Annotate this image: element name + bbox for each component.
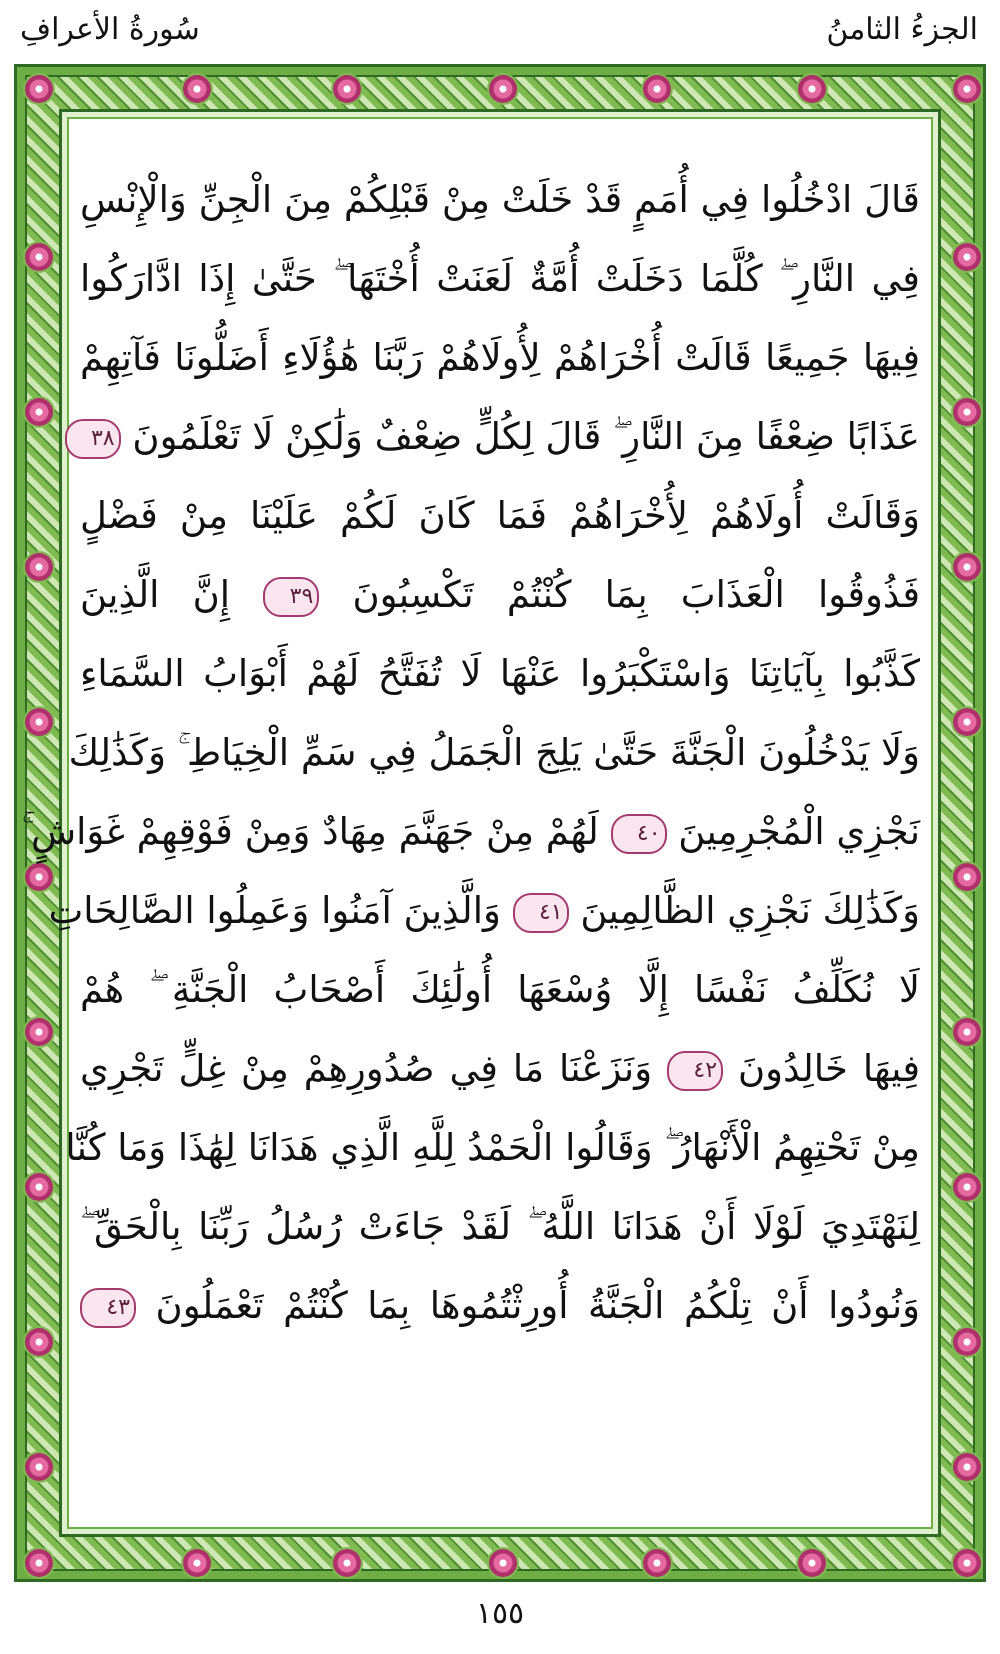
surah-name: سُورةُ الأعرافِ <box>20 12 200 47</box>
flower-ornament-icon <box>183 75 211 103</box>
ayah-number-marker: ٣٩ <box>263 577 319 617</box>
line-text: كَذَّبُوا بِآيَاتِنَا وَاسْتَكْبَرُوا عَنْهَا لَا تُفَتَّحُ لَهُمْ أَبْوَابُ السَّمَاءِ <box>80 652 920 695</box>
ayah-number-marker: ٤١ <box>513 893 569 933</box>
flower-ornament-icon <box>953 1453 981 1481</box>
line-text: وَنُودُوا أَنْ تِلْكُمُ الْجَنَّةُ أُورِثْتُمُوهَا بِمَا كُنْتُمْ تَعْمَلُونَ <box>155 1284 920 1327</box>
line-text: قَالَ ادْخُلُوا فِي أُمَمٍ قَدْ خَلَتْ مِنْ قَبْلِكُمْ مِنَ الْجِنِّ وَالْإِنْسِ <box>80 178 920 221</box>
line-text: إِنَّ الَّذِينَ <box>80 573 231 616</box>
flower-ornament-icon <box>25 553 53 581</box>
ayah-number-marker: ٤٠ <box>611 814 667 854</box>
flower-ornament-icon <box>953 1018 981 1046</box>
flower-ornament-icon <box>953 553 981 581</box>
flower-ornament-icon <box>489 75 517 103</box>
flower-ornament-icon <box>953 243 981 271</box>
text-line <box>80 634 920 713</box>
text-line <box>80 397 920 476</box>
line-text: وَنَزَعْنَا مَا فِي صُدُورِهِمْ مِنْ غِلٍّ تَجْرِي <box>80 1047 653 1090</box>
flower-ornament-icon <box>489 1549 517 1577</box>
line-text: وَالَّذِينَ آمَنُوا وَعَمِلُوا الصَّالِحَاتِ <box>48 889 501 932</box>
line-text: فِيهَا خَالِدُونَ <box>738 1047 921 1090</box>
flower-ornament-icon <box>953 75 981 103</box>
text-line <box>80 1266 920 1345</box>
text-line <box>48 871 920 950</box>
flower-ornament-icon <box>183 1549 211 1577</box>
ayah-number-marker: ٤٣ <box>80 1288 136 1328</box>
flower-ornament-icon <box>953 863 981 891</box>
flower-ornament-icon <box>25 75 53 103</box>
text-line <box>68 713 920 792</box>
flower-ornament-icon <box>798 1549 826 1577</box>
ayah-number-marker: ٣٨ <box>65 419 121 459</box>
quran-text <box>21 160 921 1345</box>
flower-ornament-icon <box>953 1328 981 1356</box>
flower-ornament-icon <box>953 708 981 736</box>
flower-ornament-icon <box>25 708 53 736</box>
line-text: لَهُمْ مِنْ جَهَنَّمَ مِهَادٌ وَمِنْ فَوْقِهِمْ غَوَاشٍ ۚ <box>21 810 599 853</box>
line-text: وَكَذَٰلِكَ نَجْزِي الظَّالِمِينَ <box>580 889 920 932</box>
text-line <box>80 1187 920 1266</box>
ayah-number-marker: ٤٢ <box>667 1051 723 1091</box>
text-line <box>21 792 920 871</box>
line-text: عَذَابًا ضِعْفًا مِنَ النَّارِ ۖ قَالَ لِكُلٍّ ضِعْفٌ وَلَٰكِنْ لَا تَعْلَمُونَ <box>132 415 920 458</box>
text-line <box>80 950 920 1029</box>
flower-ornament-icon <box>953 1549 981 1577</box>
flower-ornament-icon <box>25 1328 53 1356</box>
text-line <box>80 555 920 634</box>
flower-ornament-icon <box>25 243 53 271</box>
flower-ornament-icon <box>25 1018 53 1046</box>
page-header <box>0 0 1000 64</box>
text-line <box>80 1029 920 1108</box>
text-line <box>80 476 920 555</box>
flower-ornament-icon <box>953 1173 981 1201</box>
line-text: نَجْزِي الْمُجْرِمِينَ <box>678 810 920 853</box>
line-text: وَقَالَتْ أُولَاهُمْ لِأُخْرَاهُمْ فَمَا كَانَ لَكُمْ عَلَيْنَا مِنْ فَضْلٍ <box>80 494 920 537</box>
flower-ornament-icon <box>25 398 53 426</box>
flower-ornament-icon <box>25 1173 53 1201</box>
flower-ornament-icon <box>643 75 671 103</box>
flower-ornament-icon <box>953 398 981 426</box>
text-line <box>65 1108 920 1187</box>
text-line <box>80 318 920 397</box>
flower-ornament-icon <box>25 1549 53 1577</box>
flower-ornament-icon <box>25 1453 53 1481</box>
line-text: فِيهَا جَمِيعًا قَالَتْ أُخْرَاهُمْ لِأُولَاهُمْ رَبَّنَا هَٰؤُلَاءِ أَضَلُّونَا فَآتِهِمْ <box>80 336 920 379</box>
juz-name: الجزءُ الثامنُ <box>826 12 978 47</box>
line-text: مِنْ تَحْتِهِمُ الْأَنْهَارُ ۖ وَقَالُوا الْحَمْدُ لِلَّهِ الَّذِي هَدَانَا لِهَٰذَا وَمَا كُنَّا <box>65 1126 920 1169</box>
text-line <box>80 239 920 318</box>
text-line <box>80 160 920 239</box>
line-text: وَلَا يَدْخُلُونَ الْجَنَّةَ حَتَّىٰ يَلِجَ الْجَمَلُ فِي سَمِّ الْخِيَاطِ ۚ وَكَذَٰلِكَ <box>68 731 920 774</box>
line-text: فِي النَّارِ ۖ كُلَّمَا دَخَلَتْ أُمَّةٌ لَعَنَتْ أُخْتَهَا ۖ حَتَّىٰ إِذَا ادَّارَكُوا <box>80 257 920 300</box>
line-text: لَا نُكَلِّفُ نَفْسًا إِلَّا وُسْعَهَا أُولَٰئِكَ أَصْحَابُ الْجَنَّةِ ۖ هُمْ <box>80 968 920 1011</box>
flower-ornament-icon <box>798 75 826 103</box>
flower-ornament-icon <box>333 75 361 103</box>
line-text: لِنَهْتَدِيَ لَوْلَا أَنْ هَدَانَا اللَّهُ ۖ لَقَدْ جَاءَتْ رُسُلُ رَبِّنَا بِالْحَقِّ ۖ <box>80 1205 920 1248</box>
flower-ornament-icon <box>333 1549 361 1577</box>
page-number: ١٥٥ <box>475 1596 525 1631</box>
flower-ornament-icon <box>643 1549 671 1577</box>
line-text: فَذُوقُوا الْعَذَابَ بِمَا كُنْتُمْ تَكْسِبُونَ <box>352 573 920 616</box>
